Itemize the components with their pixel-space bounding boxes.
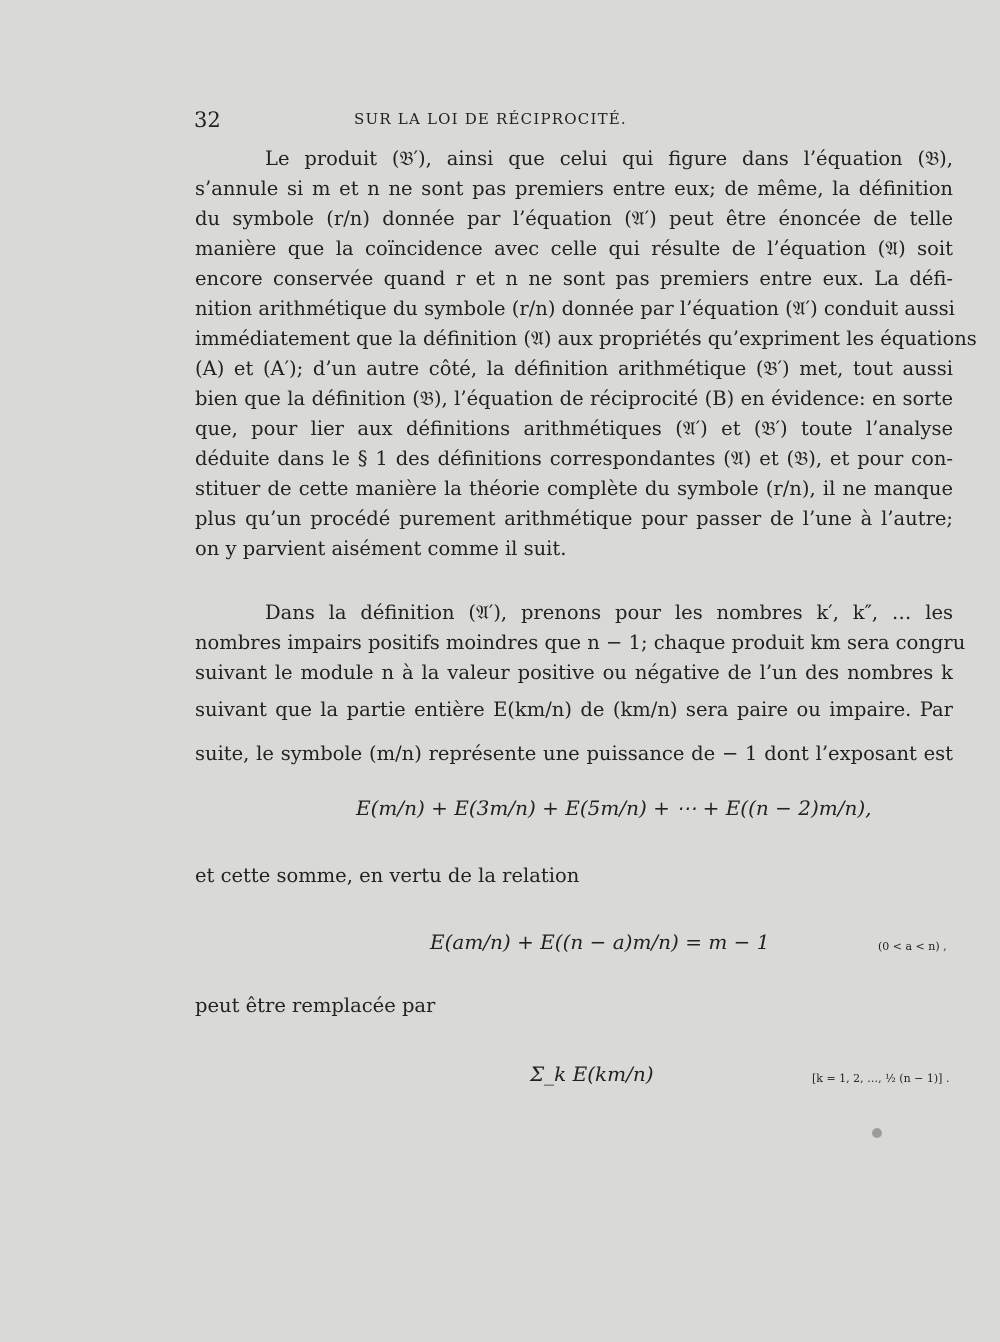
text-line: plus qu’un procédé purement arithmétique pour passer de l’une à l’autre; [195, 507, 953, 530]
text-line: Dans la définition (𝔄′), prenons pour les nombres k′, k″, … les [265, 601, 953, 624]
text-line: manière que la coïncidence avec celle qui résulte de l’équation (𝔄) soit [195, 237, 953, 260]
text-line: bien que la définition (𝔅), l’équation de réciprocité (B) en évidence: en sorte [195, 387, 953, 410]
text-line: déduite dans le § 1 des définitions correspondantes (𝔄) et (𝔅), et pour con- [195, 447, 953, 470]
formula-summation: Σ_k E(km/n) [530, 1062, 654, 1086]
page-header [194, 108, 954, 138]
text-line: nition arithmétique du symbole (r/n) donnée par l’équation (𝔄′) conduit aussi [195, 297, 955, 320]
text-line: on y parvient aisément comme il suit. [195, 537, 567, 560]
ink-spot [872, 1128, 882, 1138]
paragraph-2 [195, 598, 966, 776]
text-line: encore conservée quand r et n ne sont pas premiers entre eux. La défi- [195, 267, 953, 290]
text-line: suivant le module n à la valeur positive ou négative de l’un des nombres k [195, 661, 953, 684]
running-title: SUR LA LOI DE RÉCIPROCITÉ. [354, 110, 627, 128]
text-line: immédiatement que la définition (𝔄) aux propriétés qu’expriment les équations [195, 327, 977, 350]
text-line: nombres impairs positifs moindres que n − 1; chaque produit km sera congru [195, 631, 966, 654]
text-line: suite, le symbole (m/n) représente une puissance de − 1 dont l’exposant est [195, 742, 953, 765]
text-line: suivant que la partie entière E(km/n) de (km/n) sera paire ou impaire. Par [195, 698, 953, 721]
text-line: que, pour lier aux définitions arithmétiques (𝔄′) et (𝔅′) toute l’analyse [195, 417, 953, 440]
paragraph-1 [195, 144, 977, 564]
text-line: du symbole (r/n) donnée par l’équation (𝔄′) peut être énoncée de telle [195, 207, 953, 230]
page-number: 32 [194, 108, 221, 132]
formula-condition: [k = 1, 2, …, ½ (n − 1)] . [812, 1072, 950, 1085]
formula-intro: et cette somme, en vertu de la relation [195, 864, 580, 887]
formula-intro: peut être remplacée par [195, 994, 436, 1017]
text-line: (A) et (A′); d’un autre côté, la définition arithmétique (𝔅′) met, tout aussi [195, 357, 953, 380]
text-line: s’annule si m et n ne sont pas premiers entre eux; de même, la définition [195, 177, 953, 200]
formula-sum-of-integer-parts: E(m/n) + E(3m/n) + E(5m/n) + ⋯ + E((n − 2)m/n), [356, 796, 872, 820]
text-line: stituer de cette manière la théorie complète du symbole (r/n), il ne manque [195, 477, 953, 500]
formula-condition: (0 < a < n) , [878, 940, 947, 953]
text-line: Le produit (𝔅′), ainsi que celui qui figure dans l’équation (𝔅), [265, 147, 953, 170]
formula-relation: E(am/n) + E((n − a)m/n) = m − 1 [430, 930, 770, 954]
